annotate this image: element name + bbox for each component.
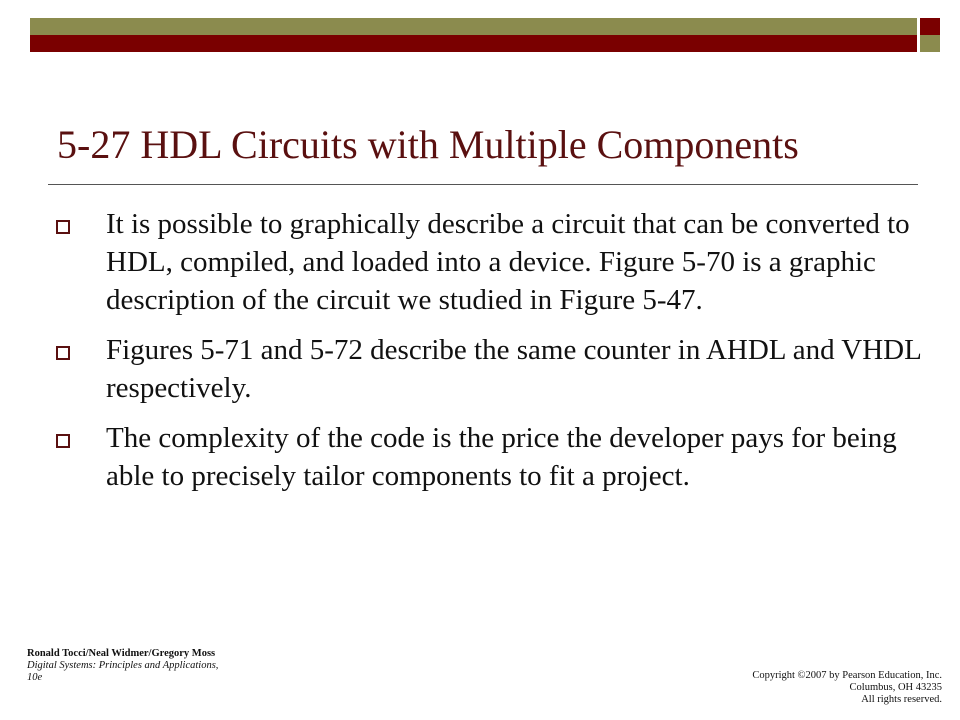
bullet-text: It is possible to graphically describe a circuit that can be converted to HDL, compiled, and loaded into a device. Figure 5-70 is a graphic description of the circuit we studied in Figure 5-47. bbox=[106, 208, 910, 316]
bullet-item bbox=[48, 331, 923, 407]
bullet-item bbox=[48, 205, 923, 319]
bullet-text: Figures 5-71 and 5-72 describe the same counter in AHDL and VHDL respectively. bbox=[106, 334, 921, 404]
header-corner-maroon bbox=[920, 18, 940, 35]
footer-credits bbox=[27, 648, 227, 684]
footer-copyright bbox=[702, 670, 942, 706]
slide-title: 5-27 HDL Circuits with Multiple Components bbox=[57, 122, 799, 167]
bullet-text: The complexity of the code is the price the developer pays for being able to precisely tailor components to fit a project. bbox=[106, 422, 897, 492]
header-band-olive bbox=[30, 18, 917, 35]
header-corner-olive bbox=[920, 35, 940, 52]
bullet-item bbox=[48, 419, 923, 495]
footer-book-title: Digital Systems: Principles and Applications, 10e bbox=[27, 660, 219, 683]
copyright-line: Columbus, OH 43235 bbox=[849, 682, 942, 693]
copyright-line: All rights reserved. bbox=[861, 694, 942, 705]
copyright-line: Copyright ©2007 by Pearson Education, Inc. bbox=[752, 670, 942, 681]
footer-authors: Ronald Tocci/Neal Widmer/Gregory Moss bbox=[27, 648, 216, 659]
square-bullet-icon bbox=[56, 220, 70, 234]
square-bullet-icon bbox=[56, 434, 70, 448]
header-band-maroon bbox=[30, 35, 917, 52]
square-bullet-icon bbox=[56, 346, 70, 360]
title-divider bbox=[48, 184, 918, 185]
bullet-list bbox=[48, 205, 923, 507]
